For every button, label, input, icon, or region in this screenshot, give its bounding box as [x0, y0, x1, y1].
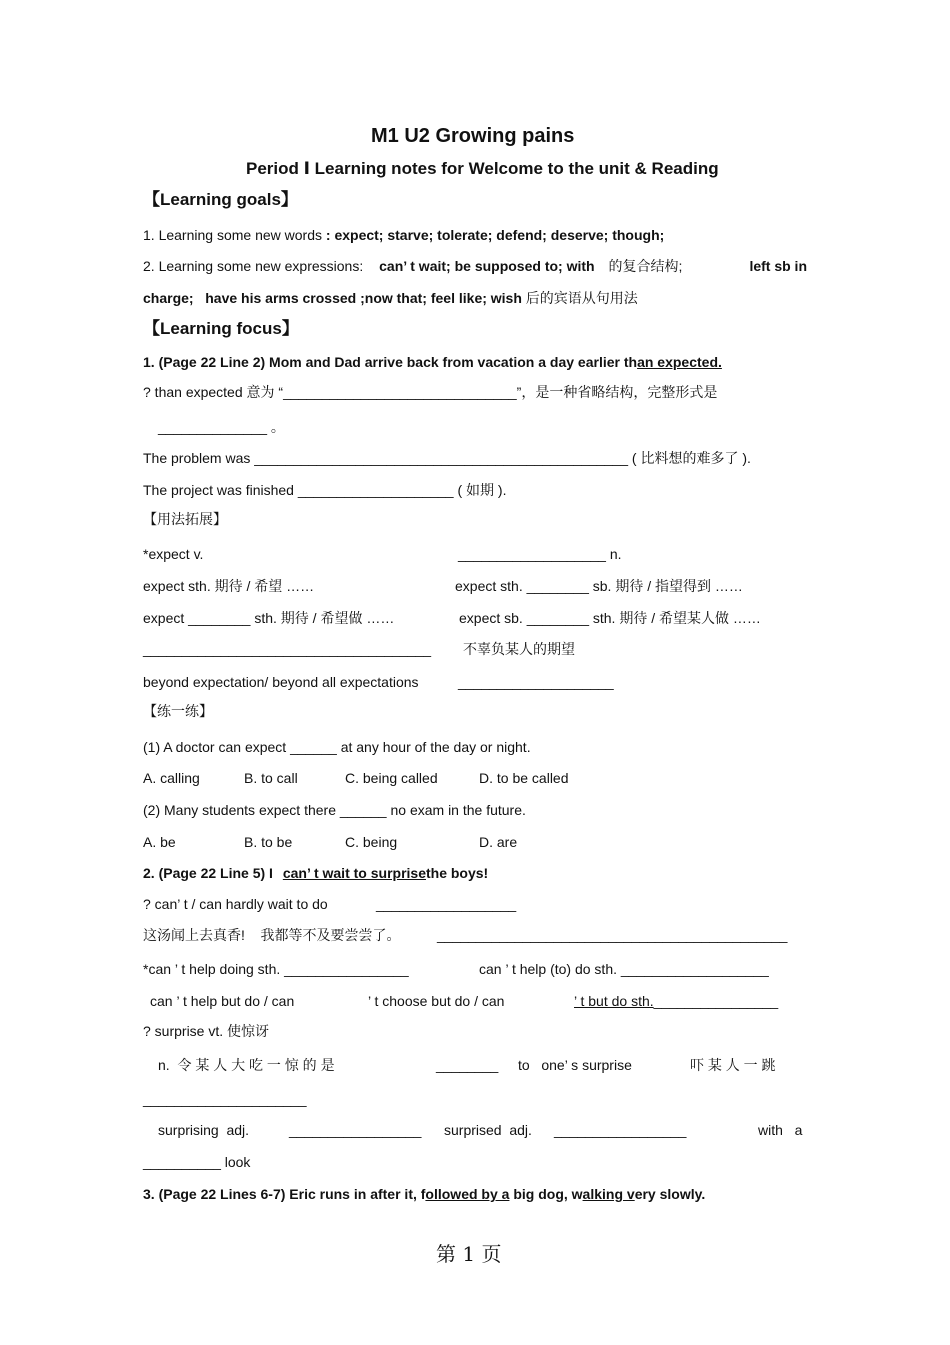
to-ones-surprise: to one’ s surprise	[518, 1057, 632, 1073]
question-1-option-c[interactable]: C. being called	[345, 770, 438, 786]
goal-item-2-cn: 的复合结构;	[608, 258, 683, 274]
cant-choose-but-do: ’ t choose but do / can	[368, 993, 505, 1009]
surprise-noun-meaning: n. 令 某 人 大 吃 一 惊 的 是	[158, 1057, 335, 1073]
page-number: 第 1 页	[436, 1242, 502, 1266]
expect-sth-from-sb: expect sth. ________ sb. 期待 / 指望得到 ……	[455, 578, 743, 594]
cant-but-do-blank: ________________	[653, 993, 779, 1009]
expect-verb: *expect v.	[143, 546, 204, 562]
question-2-option-b[interactable]: B. to be	[244, 834, 293, 850]
surprise-verb: ? surprise vt. 使惊讶	[143, 1023, 270, 1039]
cant-wait-blank: __________________	[376, 896, 517, 912]
cant-help-but-do: can ’ t help but do / can	[150, 993, 295, 1009]
point-1-heading-text: 1. (Page 22 Line 2) Mom and Dad arrive back from vacation a day earlier th	[143, 354, 638, 370]
question-1-option-b[interactable]: B. to call	[244, 770, 298, 786]
with-a-look-blank: __________ look	[143, 1154, 251, 1170]
point-2-heading	[143, 866, 488, 880]
live-up-meaning: 不辜负某人的期望	[463, 641, 575, 657]
point-1-note-blank: ______________ 。	[158, 419, 285, 435]
startle-sb-meaning: 吓 某 人 一 跳	[690, 1057, 776, 1073]
point-2-heading-b: the boys!	[425, 865, 489, 881]
point-3-underlined-walking: alking v	[582, 1186, 635, 1202]
goal-item-2-bold-a: can’ t wait; be supposed to; with	[379, 258, 595, 274]
surprise-noun-blank: ________	[436, 1057, 499, 1073]
question-1-option-d[interactable]: D. to be called	[479, 770, 569, 786]
goal-item-1	[143, 228, 664, 242]
goal-item-2-line2-bold: charge; have his arms crossed ;now that; feel like; wish	[143, 290, 522, 306]
point-1-note: ? than expected 意为 “______________________________”，是一种省略结构，完整形式是	[143, 384, 718, 400]
beyond-expectation: beyond expectation/ beyond all expectations	[143, 674, 419, 690]
goal-item-2	[143, 259, 807, 273]
soup-sentence: 这汤闻上去真香! 我都等不及要尝尝了。	[143, 927, 401, 943]
point-1-example-1: The problem was ________________________________________________ ( 比料想的难多了 ).	[143, 450, 751, 466]
point-3-heading-b: big dog, w	[509, 1186, 583, 1202]
goal-item-2-line2	[143, 291, 638, 305]
goal-item-1-prefix: 1. Learning some new words	[143, 227, 322, 243]
point-1-example-2: The project was finished ____________________ ( 如期 ).	[143, 482, 507, 498]
point-1-heading-underlined: an expected.	[637, 354, 722, 370]
point-3-heading-a: 3. (Page 22 Lines 6-7) Eric runs in after it, f	[143, 1186, 426, 1202]
cant-but-do-text: ’ t but do sth.	[574, 993, 654, 1009]
surprised-adj: surprised adj.	[444, 1122, 532, 1138]
point-1-heading	[143, 355, 722, 369]
surprising-adj-blank: _________________	[289, 1122, 422, 1138]
question-2-option-a[interactable]: A. be	[143, 834, 176, 850]
point-3-underlined-followed: ollowed by a	[425, 1186, 510, 1202]
question-1: (1) A doctor can expect ______ at any hour of the day or night.	[143, 739, 531, 755]
usage-extension-heading: 【用法拓展】	[143, 511, 227, 527]
cant-but-do	[546, 994, 778, 1008]
point-3-heading	[143, 1187, 705, 1201]
expect-sth: expect sth. 期待 / 希望 ……	[143, 578, 315, 594]
cant-wait-note: ? can’ t / can hardly wait to do	[143, 896, 328, 912]
soup-sentence-blank: _____________________________________________	[437, 927, 788, 943]
question-2: (2) Many students expect there ______ no exam in the future.	[143, 802, 526, 818]
question-1-option-a[interactable]: A. calling	[143, 770, 200, 786]
practice-heading: 【练一练】	[143, 703, 213, 719]
point-2-heading-a: 2. (Page 22 Line 5) I	[143, 865, 273, 881]
with-a-look: with a	[758, 1122, 803, 1138]
live-up-blank: _____________________________________	[143, 641, 432, 657]
question-2-option-c[interactable]: C. being	[345, 834, 398, 850]
goal-item-1-words: : expect; starve; tolerate; defend; deserve; though;	[325, 227, 665, 243]
page-title: M1 U2 Growing pains	[371, 125, 575, 147]
expect-sb-to-do-sth: expect sb. ________ sth. 期待 / 希望某人做 ……	[459, 610, 761, 626]
question-2-option-d[interactable]: D. are	[479, 834, 518, 850]
surprised-adj-blank: _________________	[554, 1122, 687, 1138]
cant-help-to-do: can ’ t help (to) do sth. ___________________	[479, 961, 769, 977]
point-2-heading-underlined: can’ t wait to surprise	[282, 865, 426, 881]
learning-focus-heading: 【Learning focus】	[143, 319, 299, 338]
startle-sb-blank: _____________________	[143, 1091, 307, 1107]
cant-help-doing: *can ’ t help doing sth. ________________	[143, 961, 409, 977]
expect-noun-blank: ___________________ n.	[458, 546, 622, 562]
point-3-heading-c: ery slowly.	[634, 1186, 706, 1202]
expect-to-do-sth: expect ________ sth. 期待 / 希望做 ……	[143, 610, 395, 626]
learning-goals-heading: 【Learning goals】	[143, 190, 298, 209]
beyond-expectation-blank: ____________________	[458, 674, 614, 690]
goal-item-2-prefix: 2. Learning some new expressions:	[143, 258, 364, 274]
page-subtitle: Period Ⅰ Learning notes for Welcome to the unit & Reading	[246, 159, 719, 178]
goal-item-2-bold-b: left sb in	[749, 258, 807, 274]
goal-item-2-line2-cn: 后的宾语从句用法	[525, 290, 638, 306]
surprising-adj: surprising adj.	[158, 1122, 250, 1138]
